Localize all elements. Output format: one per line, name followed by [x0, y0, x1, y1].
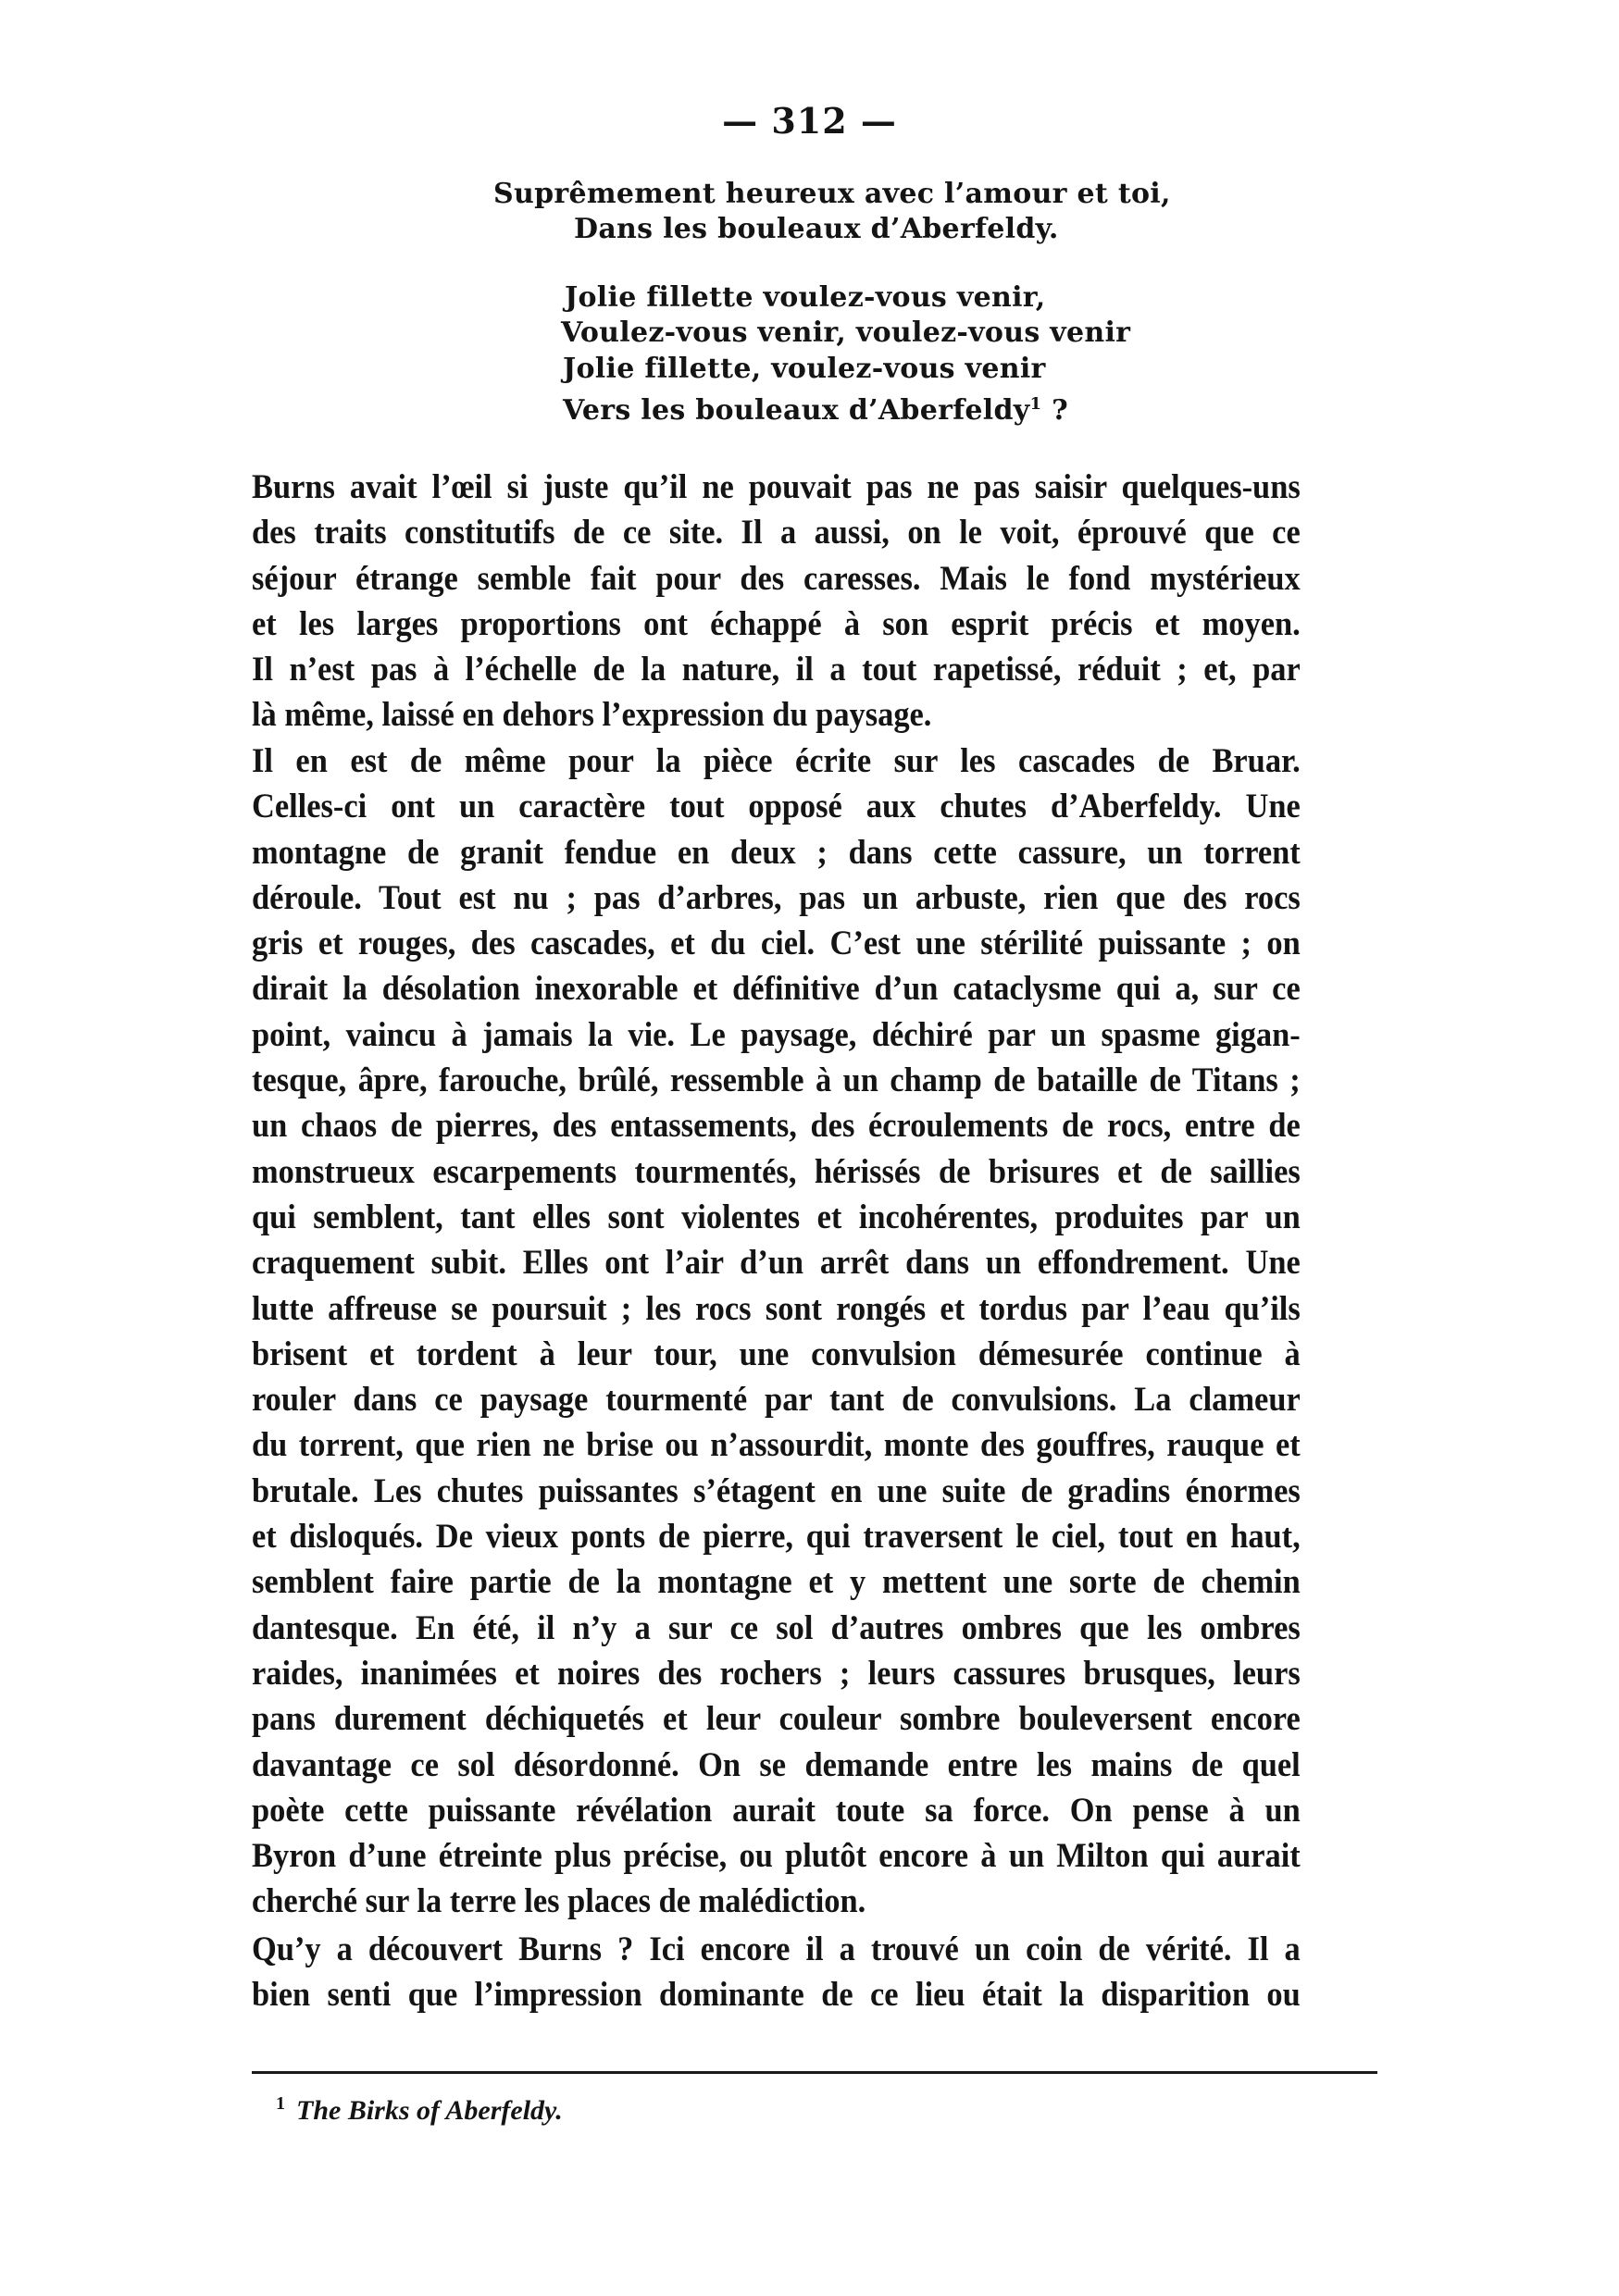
verse-punctuation: ? [1041, 394, 1068, 427]
footnote [276, 2093, 563, 2127]
footnote-separator [252, 2071, 1377, 2074]
text-line: dantesque. En été, il n’y a sur ce sol d’autres ombres que les ombres [252, 1608, 1301, 1647]
text-line: lutte affreuse se poursuit ; les rocs sont rongés et tordus par l’eau qu’ils [252, 1289, 1301, 1328]
text-line: tesque, âpre, farouche, brûlé, ressemble à un champ de bataille de Titans ; [252, 1061, 1301, 1100]
text-line: déroule. Tout est nu ; pas d’arbres, pas un arbuste, rien que des rocs [252, 878, 1301, 917]
text-line: Celles-ci ont un caractère tout opposé aux chutes d’Aberfeldy. Une [252, 788, 1301, 826]
paragraph [252, 465, 1301, 738]
text-line: rouler dans ce paysage tourmenté par tant de convulsions. La clameur [252, 1381, 1301, 1420]
paragraph [252, 1927, 1301, 2018]
verse-text: Vers les bouleaux d’Aberfeldy [563, 394, 1030, 427]
footnote-text: The Birks of Aberfeldy. [296, 2095, 563, 2126]
footnote-reference: 1 [1029, 394, 1042, 414]
text-line: et les larges proportions ont échappé à son esprit précis et moyen. [252, 604, 1301, 643]
text-line: pans durement déchiquetés et leur couleur sombre bouleversent encore [252, 1700, 1301, 1739]
verse-line: Jolie fillette voulez-vous venir, [565, 281, 1046, 314]
text-line: dirait la désolation inexorable et définitive d’un cataclysme qui a, sur ce [252, 970, 1301, 1009]
page-number: — 312 — [722, 100, 897, 142]
text-line: monstrueux escarpements tourmentés, hérissés de brisures et de saillies [252, 1152, 1301, 1191]
text-line: séjour étrange semble fait pour des caresses. Mais le fond mystérieux [252, 559, 1301, 598]
text-line: brutale. Les chutes puissantes s’étagent en une suite de gradins énormes [252, 1471, 1301, 1510]
text-line: là même, laissé en dehors l’expression du paysage. [252, 696, 932, 735]
verse-line: Jolie fillette, voulez-vous venir [563, 353, 1046, 385]
text-line: poète cette puissante révélation aurait toute sa force. On pense à un [252, 1791, 1301, 1830]
text-line: Burns avait l’œil si juste qu’il ne pouvait pas ne pas saisir quelques-uns [252, 468, 1301, 506]
footnote-mark: 1 [276, 2093, 285, 2114]
text-line: montagne de granit fendue en deux ; dans cette cassure, un torrent [252, 833, 1301, 872]
text-line: craquement subit. Elles ont l’air d’un arrêt dans un effondrement. Une [252, 1244, 1301, 1283]
text-line: et disloqués. De vieux ponts de pierre, qui traversent le ciel, tout en haut, [252, 1518, 1301, 1557]
verse-line [563, 387, 1068, 428]
text-line: raides, inanimées et noires des rochers ; leurs cassures brusques, leurs [252, 1654, 1301, 1693]
text-line: semblent faire partie de la montagne et y mettent une sorte de chemin [252, 1563, 1301, 1602]
text-line: Il en est de même pour la pièce écrite sur les cascades de Bruar. [252, 742, 1301, 780]
text-line: des traits constitutifs de ce site. Il a aussi, on le voit, éprouvé que ce [252, 514, 1301, 552]
text-line: Byron d’une étreinte plus précise, ou plutôt encore à un Milton qui aurait [252, 1837, 1301, 1876]
text-line: Qu’y a découvert Burns ? Ici encore il a trouvé un coin de vérité. Il a [252, 1930, 1301, 1968]
text-line: gris et rouges, des cascades, et du ciel. C’est une stérilité puissante ; on [252, 925, 1301, 963]
text-line: point, vaincu à jamais la vie. Le paysage, déchiré par un spasme gigan- [252, 1015, 1301, 1054]
text-line: davantage ce sol désordonné. On se demande entre les mains de quel [252, 1745, 1301, 1784]
verse-line: Dans les bouleaux d’Aberfeldy. [574, 213, 1059, 245]
text-line: brisent et tordent à leur tour, une convulsion démesurée continue à [252, 1334, 1301, 1373]
verse-line: Suprêmement heureux avec l’amour et toi, [493, 178, 1171, 210]
text-line: Il n’est pas à l’échelle de la nature, il a tout rapetissé, réduit ; et, par [252, 651, 1301, 689]
verse-line: Voulez-vous venir, voulez-vous venir [561, 316, 1131, 349]
paragraph [252, 738, 1301, 1925]
text-line: un chaos de pierres, des entassements, des écroulements de rocs, entre de [252, 1107, 1301, 1146]
text-line: qui semblent, tant elles sont violentes et incohérentes, produites par un [252, 1198, 1301, 1236]
text-line: du torrent, que rien ne brise ou n’assourdit, monte des gouffres, rauque et [252, 1426, 1301, 1465]
text-line: bien senti que l’impression dominante de ce lieu était la disparition ou [252, 1976, 1301, 2015]
text-line: cherché sur la terre les places de malédiction. [252, 1882, 866, 1921]
